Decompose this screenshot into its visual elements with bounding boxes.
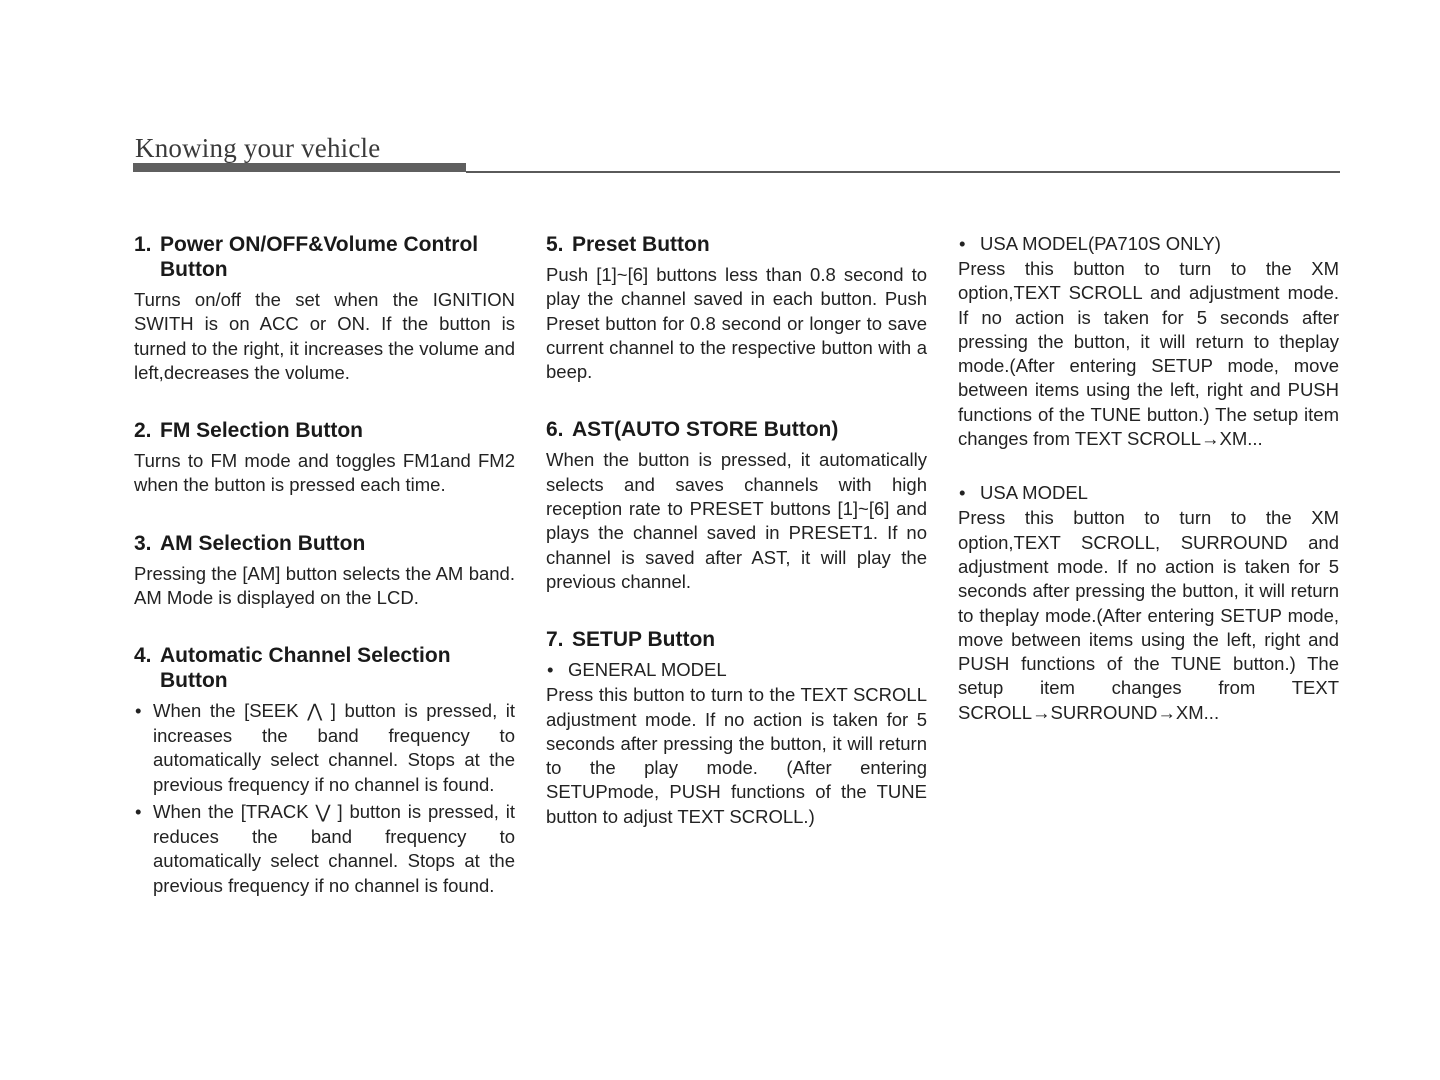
section-title-text: FM Selection Button	[160, 419, 363, 443]
section-title-text: Preset Button	[572, 233, 710, 256]
section-am-selection	[134, 531, 515, 611]
section-fm-selection	[134, 418, 515, 498]
section-heading	[134, 531, 515, 556]
section-number: 4.	[134, 644, 152, 668]
section-number: 2.	[134, 419, 152, 443]
column-left	[134, 232, 515, 931]
section-number: 5.	[546, 233, 564, 256]
header-accent-bar	[133, 163, 466, 172]
section-title-text: Automatic Channel Selection Button	[160, 644, 451, 693]
list-item	[134, 800, 515, 898]
section-heading	[546, 232, 927, 257]
section-body: Push [1]~[6] buttons less than 0.8 second to play the channel saved in each button. Push Preset button for 0.8 second or longer to save current channel to the respective button with a beep.	[546, 264, 927, 383]
section-setup	[546, 627, 927, 829]
section-heading	[546, 627, 927, 652]
model-label	[546, 658, 927, 682]
list-item-text: When the [TRACK ⋁ ] button is pressed, it reduces the band frequency to automatically select channel. Stops at the previous frequency if no channel is found.	[153, 801, 515, 896]
section-heading	[134, 232, 515, 282]
section-body: Turns on/off the set when the IGNITION SWITH is on ACC or ON. If the button is turned to the right, it increases the volume and left,decreases the volume.	[134, 289, 515, 383]
list-item	[134, 699, 515, 797]
bullet-mark: •	[959, 233, 966, 254]
bullet-mark: •	[135, 700, 142, 722]
list-item-text: When the [SEEK ⋀ ] button is pressed, it increases the band frequency to automatically select channel. Stops at the previous frequency if no channel is found.	[153, 700, 515, 795]
section-title-text: AM Selection Button	[160, 531, 366, 555]
section-power-volume	[134, 232, 515, 385]
section-number: 6.	[546, 418, 564, 442]
column-middle	[546, 232, 927, 862]
section-heading	[134, 643, 515, 693]
section-heading	[134, 418, 515, 443]
bullet-mark: •	[959, 482, 966, 504]
section-number: 3.	[134, 531, 152, 555]
model-block-pa710s	[958, 232, 1339, 451]
section-title-text: AST(AUTO STORE Button)	[572, 418, 839, 442]
model-label-text: USA MODEL	[980, 482, 1088, 504]
model-label-text: USA MODEL(PA710S ONLY)	[980, 233, 1221, 254]
bullet-mark: •	[135, 801, 142, 823]
section-preset	[546, 232, 927, 384]
model-label	[958, 481, 1339, 505]
section-body: When the button is pressed, it automatically selects and saves channels with high reception rate to PRESET buttons [1]~[6] and plays the channel saved in PRESET1. If no channel is saved after AST, it will play the previous channel.	[546, 449, 927, 592]
column-right	[958, 232, 1339, 725]
section-body: Press this button to turn to the XM option,TEXT SCROLL, SURROUND and adjustment mode. If no action is taken for 5 seconds after pressing the button, it will return to theplay mode.(After entering SETUP mode, move between items using the left, right and PUSH functions of the TUNE button.) The setup item changes from TEXT SCROLL→SURROUND→XM...	[958, 507, 1339, 723]
section-title-text: Power ON/OFF&Volume Control Button	[160, 233, 479, 281]
model-block-usa	[958, 481, 1339, 725]
section-ast	[546, 417, 927, 594]
section-body: Press this button to turn to the XM option,TEXT SCROLL and adjustment mode. If no action is taken for 5 seconds after pressing the button, it will return to theplay mode.(After entering SETUP mode, move between items using the left, right and PUSH functions of the TUNE button.) The setup item changes from TEXT SCROLL→XM...	[958, 258, 1339, 450]
section-body: Press this button to turn to the TEXT SCROLL adjustment mode. If no action is taken for 5 seconds after pressing the button, it will return to the play mode. (After entering SETUPmode, PUSH functions of the TUNE button to adjust TEXT SCROLL.)	[546, 684, 927, 827]
bullet-mark: •	[547, 659, 554, 681]
model-label	[958, 232, 1339, 256]
section-number: 1.	[134, 233, 152, 256]
section-heading	[546, 417, 927, 442]
section-title: Knowing your vehicle	[135, 133, 381, 163]
model-label-text: GENERAL MODEL	[568, 659, 727, 681]
section-number: 7.	[546, 628, 564, 652]
section-auto-channel	[134, 643, 515, 898]
page-header	[133, 130, 1340, 176]
section-body: Turns to FM mode and toggles FM1and FM2 when the button is pressed each time.	[134, 450, 515, 496]
bullet-list	[134, 699, 515, 898]
section-body: Pressing the [AM] button selects the AM band. AM Mode is displayed on the LCD.	[134, 562, 515, 609]
header-rule	[466, 171, 1340, 173]
section-title-text: SETUP Button	[572, 628, 716, 652]
